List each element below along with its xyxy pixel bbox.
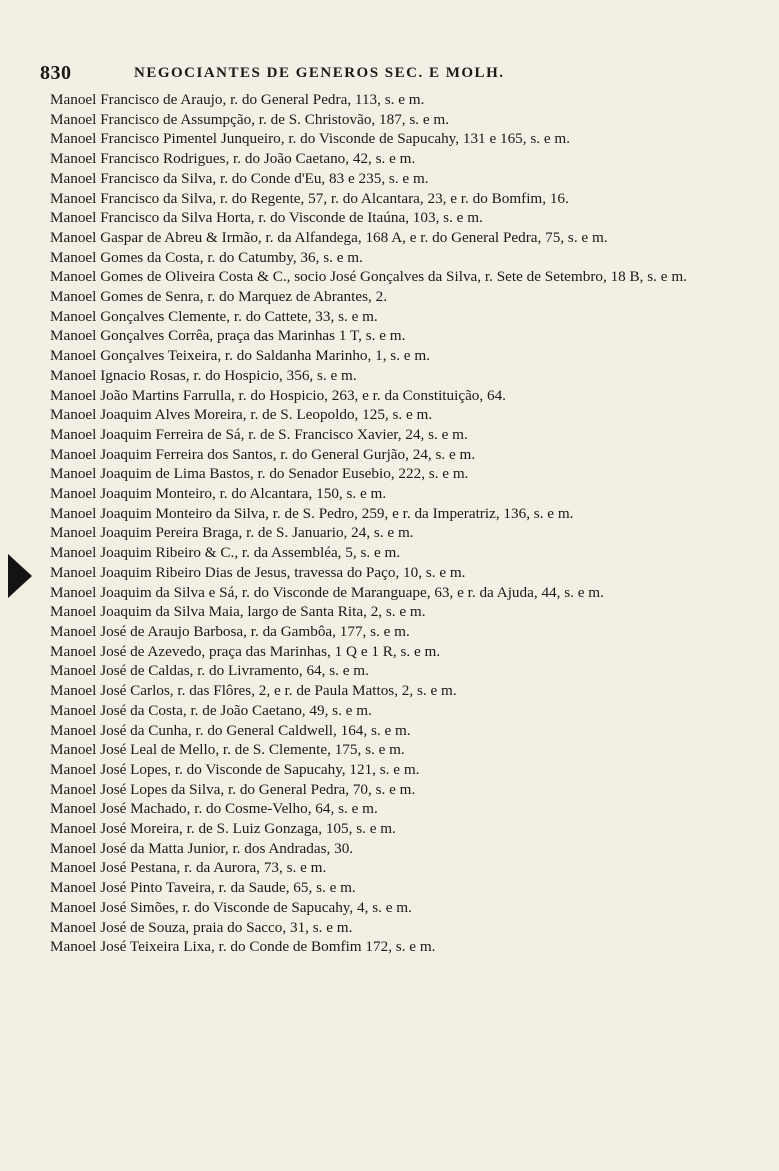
- directory-entry: Manoel José da Cunha, r. do General Caldwell, 164, s. e m.: [50, 721, 411, 739]
- directory-entry: Manoel Joaquim Alves Moreira, r. de S. Leopoldo, 125, s. e m.: [50, 406, 433, 424]
- page-header: [40, 62, 740, 86]
- directory-entry: Manoel João Martins Farrulla, r. do Hospicio, 263, e r. da Constituição, 64.: [50, 386, 506, 404]
- directory-entry: Manoel Joaquim da Silva Maia, largo de Santa Rita, 2, s. e m.: [50, 603, 426, 621]
- directory-entry: Manoel Joaquim da Silva e Sá, r. do Visconde de Maranguape, 63, e r. da Ajuda, 44, s. e m.: [50, 583, 604, 601]
- directory-entry: Manoel Joaquim Ribeiro Dias de Jesus, travessa do Paço, 10, s. e m.: [50, 563, 466, 581]
- directory-entry: Manoel José Lopes, r. do Visconde de Sapucahy, 121, s. e m.: [50, 760, 420, 778]
- directory-entry: Manoel Joaquim de Lima Bastos, r. do Senador Eusebio, 222, s. e m.: [50, 465, 469, 483]
- directory-entry: Manoel Ignacio Rosas, r. do Hospicio, 356, s. e m.: [50, 366, 357, 384]
- directory-entry: Manoel Gonçalves Corrêa, praça das Marinhas 1 T, s. e m.: [50, 327, 406, 345]
- thumb-index-marker: [8, 554, 32, 598]
- directory-entry: Manoel José Machado, r. do Cosme-Velho, 64, s. e m.: [50, 800, 378, 818]
- directory-entry: Manoel Joaquim Ribeiro & C., r. da Assembléa, 5, s. e m.: [50, 544, 401, 562]
- directory-entry: Manoel Francisco Rodrigues, r. do João Caetano, 42, s. e m.: [50, 150, 416, 168]
- directory-entry: Manoel Joaquim Ferreira dos Santos, r. do General Gurjão, 24, s. e m.: [50, 445, 476, 463]
- directory-entry: Manoel José Pestana, r. da Aurora, 73, s. e m.: [50, 859, 327, 877]
- directory-entry: Manoel Joaquim Monteiro da Silva, r. de S. Pedro, 259, e r. da Imperatriz, 136, s. e m.: [50, 504, 574, 522]
- directory-entry: Manoel José Lopes da Silva, r. do General Pedra, 70, s. e m.: [50, 780, 416, 798]
- directory-entry: Manoel Francisco Pimentel Junqueiro, r. do Visconde de Sapucahy, 131 e 165, s. e m.: [50, 130, 571, 148]
- directory-entry: Manoel José de Azevedo, praça das Marinhas, 1 Q e 1 R, s. e m.: [50, 642, 441, 660]
- directory-entries: [50, 90, 740, 957]
- directory-entry: Manoel Gonçalves Clemente, r. do Cattete, 33, s. e m.: [50, 307, 378, 325]
- directory-entry: Manoel José Leal de Mello, r. de S. Clemente, 175, s. e m.: [50, 741, 405, 759]
- directory-entry: Manoel Francisco de Assumpção, r. de S. Christovão, 187, s. e m.: [50, 110, 450, 128]
- directory-entry: Manoel Gaspar de Abreu & Irmão, r. da Alfandega, 168 A, e r. do General Pedra, 75, s. e m.: [50, 228, 608, 246]
- directory-entry: Manoel José de Souza, praia do Sacco, 31, s. e m.: [50, 918, 353, 936]
- directory-entry: Manoel Francisco da Silva, r. do Conde d'Eu, 83 e 235, s. e m.: [50, 169, 429, 187]
- directory-entry: Manoel José Simões, r. do Visconde de Sapucahy, 4, s. e m.: [50, 898, 412, 916]
- directory-entry: Manoel José Carlos, r. das Flôres, 2, e r. de Paula Mattos, 2, s. e m.: [50, 682, 457, 700]
- directory-entry: Manoel José da Matta Junior, r. dos Andradas, 30.: [50, 839, 354, 857]
- directory-entry: Manoel Gonçalves Teixeira, r. do Saldanha Marinho, 1, s. e m.: [50, 347, 430, 365]
- directory-entry: Manoel Joaquim Monteiro, r. do Alcantara, 150, s. e m.: [50, 485, 387, 503]
- directory-entry: Manoel Gomes de Oliveira Costa & C., socio José Gonçalves da Silva, r. Sete de Setembro, 18 B, s. e m.: [50, 268, 687, 286]
- directory-entry: Manoel Gomes da Costa, r. do Catumby, 36, s. e m.: [50, 248, 363, 266]
- directory-entry: Manoel Francisco de Araujo, r. do General Pedra, 113, s. e m.: [50, 91, 425, 108]
- directory-entry: Manoel Joaquim Ferreira de Sá, r. de S. Francisco Xavier, 24, s. e m.: [50, 425, 468, 443]
- directory-entry: Manoel Francisco da Silva Horta, r. do Visconde de Itaúna, 103, s. e m.: [50, 209, 483, 227]
- directory-entry: Manoel Francisco da Silva, r. do Regente, 57, r. do Alcantara, 23, e r. do Bomfim, 16.: [50, 189, 569, 207]
- directory-entry: Manoel José de Araujo Barbosa, r. da Gambôa, 177, s. e m.: [50, 622, 410, 640]
- directory-entry: Manoel José de Caldas, r. do Livramento, 64, s. e m.: [50, 662, 369, 680]
- directory-entry: Manoel José da Costa, r. de João Caetano, 49, s. e m.: [50, 701, 372, 719]
- directory-entry: Manoel Joaquim Pereira Braga, r. de S. Januario, 24, s. e m.: [50, 524, 414, 542]
- directory-entry: Manoel José Pinto Taveira, r. da Saude, 65, s. e m.: [50, 879, 356, 897]
- directory-entry: Manoel Gomes de Senra, r. do Marquez de Abrantes, 2.: [50, 288, 387, 306]
- running-head: NEGOCIANTES DE GENEROS SEC. E MOLH.: [134, 65, 505, 81]
- page-number: 830: [40, 62, 72, 84]
- directory-entry: Manoel José Moreira, r. de S. Luiz Gonzaga, 105, s. e m.: [50, 820, 396, 838]
- directory-entry: Manoel José Teixeira Lixa, r. do Conde de Bomfim 172, s. e m.: [50, 938, 436, 956]
